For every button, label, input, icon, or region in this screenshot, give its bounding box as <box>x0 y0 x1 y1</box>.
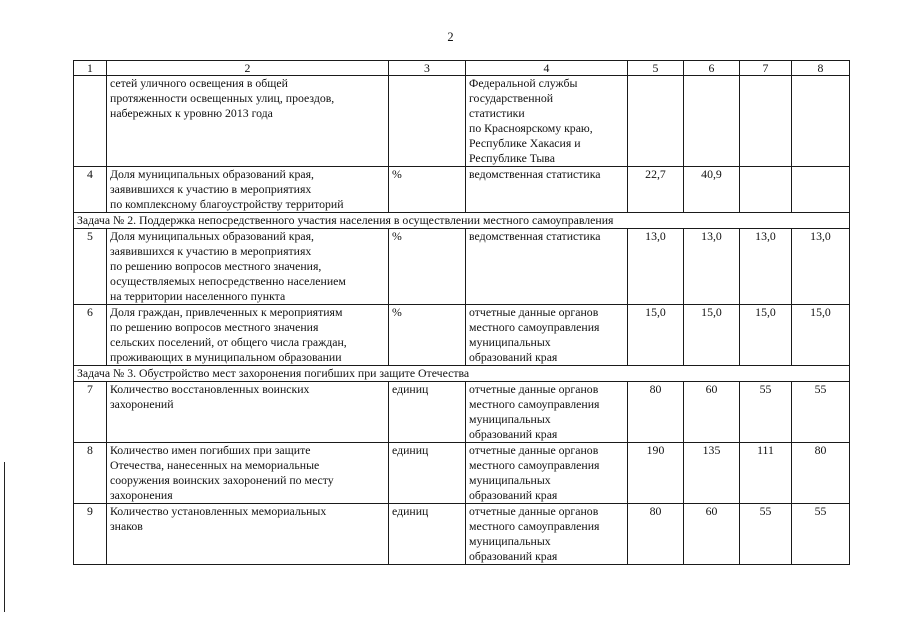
value-col-6-text: 60 <box>705 504 718 518</box>
value-col-5-text: 190 <box>646 443 665 457</box>
value-col-7 <box>740 76 792 167</box>
value-col-5 <box>628 229 684 305</box>
row-number <box>74 305 107 366</box>
value-col-6-text: 40,9 <box>701 167 722 181</box>
indicators-table <box>73 60 850 565</box>
column-header: 7 <box>740 61 792 76</box>
value-col-5 <box>628 443 684 504</box>
data-source-text: отчетные данные органов местного самоуправления муниципальных образований края <box>469 443 600 502</box>
value-col-5-text: 15,0 <box>645 305 666 319</box>
value-col-6 <box>684 76 740 167</box>
value-col-8-text: 15,0 <box>810 305 831 319</box>
table-body <box>74 61 850 565</box>
value-col-5 <box>628 504 684 565</box>
indicator-name <box>107 76 389 167</box>
value-col-5-text: 13,0 <box>645 229 666 243</box>
row-number-text: 5 <box>87 229 93 243</box>
table-row <box>74 229 850 305</box>
row-number <box>74 76 107 167</box>
value-col-7-text: 111 <box>757 443 774 457</box>
row-number <box>74 167 107 213</box>
data-source <box>466 443 628 504</box>
data-source-text: Федеральной службы государственной статистики по Красноярскому краю, Республике Хакасия и Республике Тыва <box>469 76 593 165</box>
unit-cell-text: единиц <box>392 504 429 518</box>
row-number <box>74 229 107 305</box>
row-number-text: 9 <box>87 504 93 518</box>
data-source <box>466 504 628 565</box>
value-col-7-text: 15,0 <box>755 305 776 319</box>
value-col-7 <box>740 167 792 213</box>
indicator-name <box>107 382 389 443</box>
value-col-5-text: 80 <box>649 504 662 518</box>
value-col-7-text: 13,0 <box>755 229 776 243</box>
row-number-text: 8 <box>87 443 93 457</box>
indicator-name <box>107 229 389 305</box>
unit-cell-text: единиц <box>392 443 429 457</box>
value-col-6 <box>684 305 740 366</box>
value-col-6 <box>684 504 740 565</box>
value-col-7-text: 55 <box>759 382 772 396</box>
value-col-6-text: 15,0 <box>701 305 722 319</box>
data-source <box>466 76 628 167</box>
data-source <box>466 382 628 443</box>
value-col-7 <box>740 504 792 565</box>
scan-edge-mark <box>4 462 5 612</box>
value-col-7 <box>740 305 792 366</box>
data-source-text: отчетные данные органов местного самоуправления муниципальных образований края <box>469 504 600 563</box>
indicator-name-text: Количество восстановленных воинских захоронений <box>110 382 310 411</box>
value-col-6 <box>684 382 740 443</box>
task-heading-row <box>74 366 850 382</box>
column-header: 3 <box>389 61 466 76</box>
column-header: 6 <box>684 61 740 76</box>
table-row <box>74 382 850 443</box>
row-number <box>74 443 107 504</box>
indicator-name-text: сетей уличного освещения в общей протяженности освещенных улиц, проездов, набережных к уровню 2013 года <box>110 76 335 120</box>
unit-cell <box>389 382 466 443</box>
value-col-8 <box>792 76 850 167</box>
indicator-name-text: Доля граждан, привлеченных к мероприятиям по решению вопросов местного значения сельских поселений, от общего числа граждан, проживающих в муниципальном образовании <box>110 305 347 364</box>
value-col-5 <box>628 167 684 213</box>
indicator-name-text: Доля муниципальных образований края, заявившихся к участию в мероприятиях по решению вопросов местного значения, осуществляемых непосредственно населением на территории населенного пункта <box>110 229 346 303</box>
table-row <box>74 76 850 167</box>
value-col-6-text: 60 <box>705 382 718 396</box>
indicator-name <box>107 305 389 366</box>
value-col-8 <box>792 229 850 305</box>
value-col-8-text: 55 <box>814 382 827 396</box>
value-col-5 <box>628 382 684 443</box>
value-col-5 <box>628 305 684 366</box>
row-number-text: 4 <box>87 167 93 181</box>
indicator-name <box>107 167 389 213</box>
value-col-7 <box>740 382 792 443</box>
unit-cell-text: % <box>392 229 402 243</box>
value-col-8-text: 13,0 <box>810 229 831 243</box>
value-col-7 <box>740 443 792 504</box>
column-header-row <box>74 61 850 76</box>
unit-cell <box>389 504 466 565</box>
page-number: 2 <box>447 30 454 44</box>
data-source-text: ведомственная статистика <box>469 229 601 243</box>
value-col-5-text: 22,7 <box>645 167 666 181</box>
indicator-name-text: Количество имен погибших при защите Отечества, нанесенных на мемориальные сооружения воинских захоронений по месту захоронения <box>110 443 334 502</box>
column-header: 2 <box>107 61 389 76</box>
data-source <box>466 167 628 213</box>
row-number-text: 7 <box>87 382 93 396</box>
value-col-5 <box>628 76 684 167</box>
value-col-8 <box>792 305 850 366</box>
data-source <box>466 305 628 366</box>
data-source <box>466 229 628 305</box>
value-col-6 <box>684 443 740 504</box>
value-col-8 <box>792 167 850 213</box>
table-row <box>74 305 850 366</box>
unit-cell-text: % <box>392 305 402 319</box>
column-header: 4 <box>466 61 628 76</box>
value-col-8 <box>792 504 850 565</box>
task-heading-row <box>74 213 850 229</box>
column-header: 8 <box>792 61 850 76</box>
value-col-5-text: 80 <box>649 382 662 396</box>
data-source-text: отчетные данные органов местного самоуправления муниципальных образований края <box>469 382 600 441</box>
row-number <box>74 504 107 565</box>
row-number-text: 6 <box>87 305 93 319</box>
unit-cell <box>389 167 466 213</box>
value-col-8-text: 55 <box>814 504 827 518</box>
table-row <box>74 443 850 504</box>
indicator-name <box>107 504 389 565</box>
value-col-6 <box>684 229 740 305</box>
table-row <box>74 167 850 213</box>
column-header: 5 <box>628 61 684 76</box>
indicator-name-text: Доля муниципальных образований края, заявившихся к участию в мероприятиях по комплексному благоустройству территорий <box>110 167 344 211</box>
value-col-6-text: 135 <box>702 443 721 457</box>
value-col-7 <box>740 229 792 305</box>
value-col-6-text: 13,0 <box>701 229 722 243</box>
unit-cell-text: % <box>392 167 402 181</box>
value-col-8 <box>792 443 850 504</box>
data-source-text: отчетные данные органов местного самоуправления муниципальных образований края <box>469 305 600 364</box>
task-heading: Задача № 2. Поддержка непосредственного участия населения в осуществлении местного самоуправления <box>74 213 850 229</box>
task-heading: Задача № 3. Обустройство мест захоронения погибших при защите Отечества <box>74 366 850 382</box>
unit-cell <box>389 305 466 366</box>
unit-cell-text: единиц <box>392 382 429 396</box>
value-col-7-text: 55 <box>759 504 772 518</box>
value-col-6 <box>684 167 740 213</box>
value-col-8-text: 80 <box>814 443 827 457</box>
unit-cell <box>389 229 466 305</box>
indicator-name <box>107 443 389 504</box>
column-header: 1 <box>74 61 107 76</box>
unit-cell <box>389 76 466 167</box>
data-source-text: ведомственная статистика <box>469 167 601 181</box>
value-col-8 <box>792 382 850 443</box>
unit-cell <box>389 443 466 504</box>
table-row <box>74 504 850 565</box>
row-number <box>74 382 107 443</box>
indicator-name-text: Количество установленных мемориальных знаков <box>110 504 327 533</box>
